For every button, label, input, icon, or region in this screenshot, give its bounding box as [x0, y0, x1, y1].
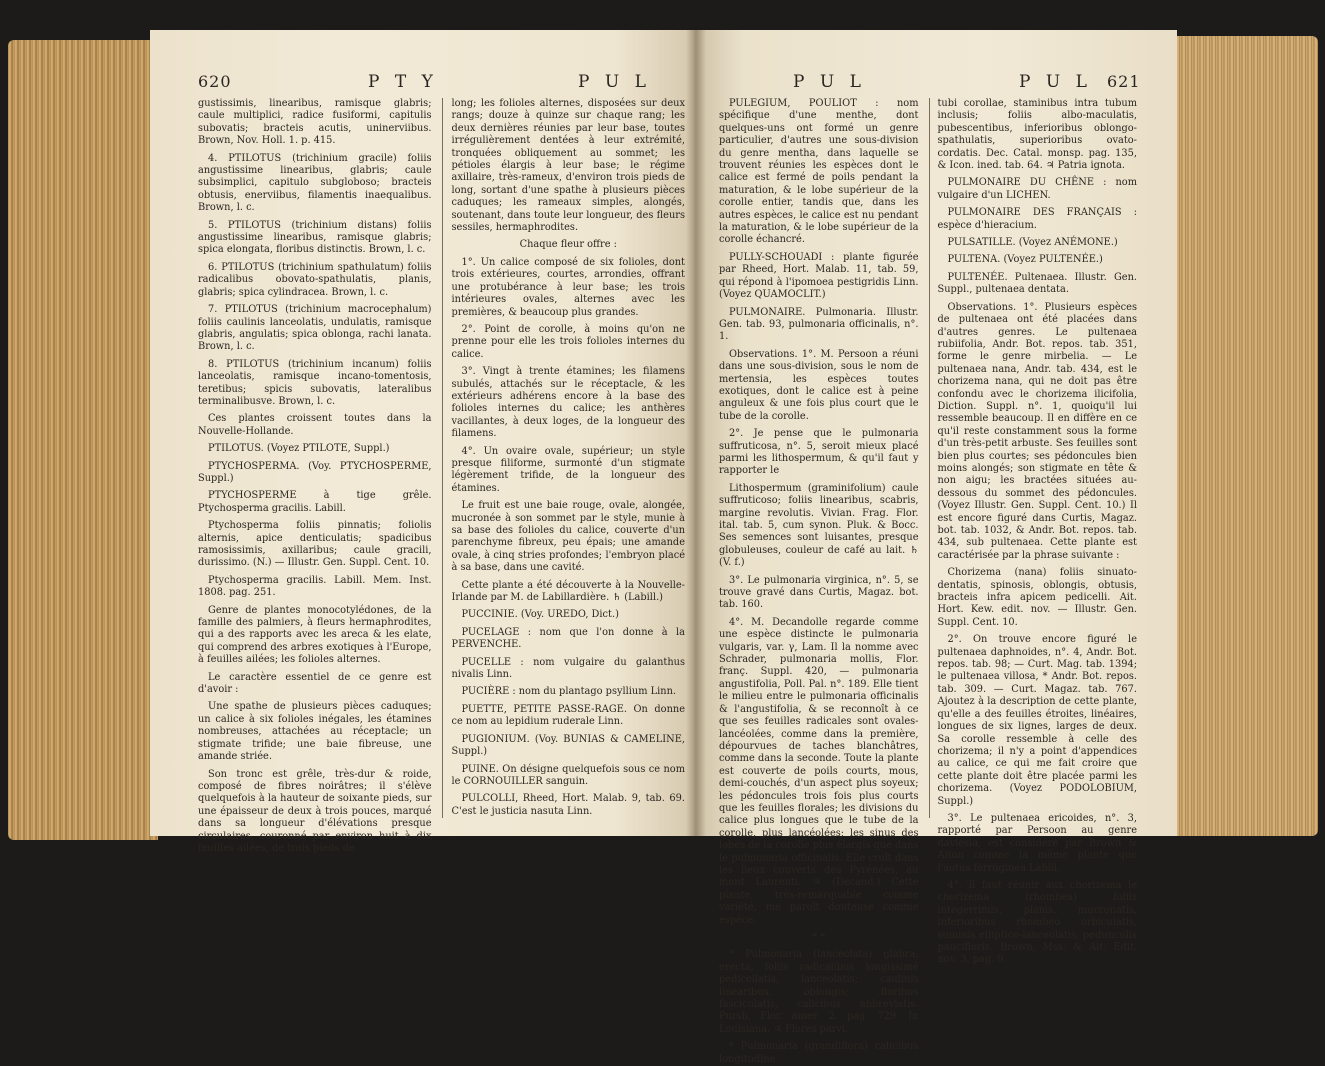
entry-heading: PULEGIUM, POULIOT : nom spécifique d'une menthe, dont quelques-uns ont formé un genre particulier, d'autres une sous-division du genre mentha, dans laquelle se trouvent réunies les espèces dont le calice est fermé de poils pendant la maturation, & le lobe supérieur de la corolle entier, tandis que, dans les autres espèces, le calice est nu pendant la maturation, & le lobe supérieur de la corolle échancré.	[719, 98, 919, 246]
right-page-column-2	[929, 98, 1138, 966]
section-divider: * *	[812, 932, 826, 943]
right-page-edges	[1168, 36, 1318, 836]
paragraph: Observations. 1°. M. Persoon a réuni dans une sous-division, sous le nom de mertensia, les espèces toutes exotiques, dont le calice est à peine anguleux & une fois plus court que le tube de la corolle.	[719, 348, 919, 422]
paragraph: Cette plante a été découverte à la Nouvelle-Irlande par M. de Labillardière. ♄ (Labill.)	[451, 579, 685, 604]
left-page	[150, 30, 695, 854]
paragraph: 3°. Vingt à trente étamines; les filamens subulés, attachés sur le réceptacle, & les extérieurs adhérens encore à la base des folioles internes du calice; les anthères vacillantes, à deux loges, de la longueur des filamens.	[451, 366, 685, 440]
running-head-right-b: P U L	[1019, 72, 1092, 92]
entry-heading: PULCOLLI, Rheed, Hort. Malab. 9, tab. 69. C'est le justicia nasuta Linn.	[451, 793, 685, 817]
entry-heading: PUCCINIE. (Voy. UREDO, Dict.)	[461, 609, 619, 621]
paragraph: Le fruit est une baie rouge, ovale, alongée, mucronée à son sommet par le style, munie à sa base des folioles du calice, couverte d'un parenchyme fibreux, peu épais; une amande ovale, à cinq stries profondes; l'embryon placé à sa base, dans une cavité.	[451, 500, 685, 574]
page-number-right: 621	[1107, 72, 1141, 91]
paragraph: Une spathe de plusieurs pièces caduques; un calice à six folioles inégales, les étamines nombreuses, attachées au réceptacle; un stigmate trifide; une baie fibreuse, une amande striée.	[198, 701, 432, 763]
entry-heading: PUINE. On désigne quelquefois sous ce nom le CORNOUILLER sanguin.	[451, 763, 685, 787]
paragraph: Son tronc est grêle, très-dur & roide, composé de fibres noirâtres; il s'élève quelquefois à la hauteur de soixante pieds, sur une épaisseur de deux à trois pouces, marqué dans sa longueur d'élévations presque circulaires, couronné par environ huit à dix feuilles ailées, de trois pieds de	[198, 768, 432, 854]
paragraph: 6. PTILOTUS (trichinium spathulatum) foliis radicalibus obovato-spathulatis, planis, glabris; spica cylindracea. Brown, l. c.	[198, 261, 432, 298]
entry-heading: PUGIONIUM. (Voy. BUNIAS & CAMELINE, Suppl.)	[451, 733, 685, 758]
paragraph: Chaque fleur offre :	[519, 239, 617, 251]
left-page-header	[198, 72, 685, 98]
paragraph: 3°. Le pultenaea ericoides, n°. 3, rapporté par Persoon au genre daviesia, est considéré par Brown & Aiton comme la même plante que l'aotus ferruginea Labill.	[937, 812, 1137, 874]
paragraph: Ces plantes croissent toutes dans la Nouvelle-Hollande.	[198, 413, 432, 437]
running-head-right-a: P U L	[793, 72, 866, 92]
paragraph: Ptychosperma gracilis. Labill. Mem. Inst. 1808. pag. 251.	[198, 574, 432, 599]
paragraph: 4°. Un ovaire ovale, supérieur; un style presque filiforme, surmonté d'un stigmate légèrement trifide, de la longueur des étamines.	[451, 445, 685, 494]
paragraph: Chorizema (nana) foliis sinuato-dentatis, spinosis, oblongis, obtusis, bracteis infra apicem pedicelli. Ait. Hort. Kew. edit. nov. — Illustr. Gen. Suppl. Cent. 10.	[937, 567, 1137, 628]
running-head-left-b: P U L	[578, 72, 651, 92]
paragraph: 2°. Point de corolle, à moins qu'on ne prenne pour elle les trois folioles internes du calice.	[451, 323, 685, 360]
paragraph: long; les folioles alternes, disposées sur deux rangs; douze à quinze sur chaque rang; les deux dernières réunies par leur base, toutes irrégulièrement dentées à leur extrémité, tronquées obliquement au sommet; les pétioles élargis à leur base; le régime axillaire, très-rameux, d'environ trois pieds de long, sortant d'une spathe à plusieurs pièces caduques; les rameaux simples, alongés, soutenant, dans toute leur longueur, des fleurs sessiles, hermaphrodites.	[451, 98, 685, 234]
paragraph: Observations. 1°. Plusieurs espèces de pultenaea ont été placées dans d'autres genres. Le pultenaea rubiifolia, Andr. Bot. repos. tab. 351, forme le genre mirbelia. — Le pultenaea nana, Andr. tab. 434, est le chorizema nana, qui ne doit pas être confondu avec le chorizema ilicifolia, Diction. Suppl. n°. 1, quoiqu'il lui ressemble beaucoup. Il en diffère en ce qu'il reste constamment sous la forme d'un très-petit arbuste. Ses feuilles sont bien plus courtes; ses pédoncules bien moins alongés; son stigmate en tête & non aigu; les bractées situées au-dessous du sommet des pédoncules. (Voyez Illustr. Gen. Suppl. Cent. 10.) Il est encore figuré dans Curtis, Magaz. bot. tab. 1032, & Andr. Bot. repos. tab. 434, sub pultenaea. Cette plante est caractérisée par la phrase suivante :	[937, 301, 1137, 561]
entry-heading: PULSATILLE. (Voyez ANÉMONE.)	[947, 237, 1118, 249]
paragraph: 4°. M. Decandolle regarde comme une espèce distincte le pulmonaria vulgaris, var. γ, Lam. Il la nomme avec Schrader, pulmonaria mollis, Flor. franç. Suppl. 420, — pulmonaria angustifolia, Poll. Pal. n°. 189. Elle tient le milieu entre le pulmonaria officinalis & l'angustifolia, & se reconnoît à ce que ses feuilles radicales sont ovales-lancéolées, comme dans la première, dépourvues de taches blanchâtres, comme dans la seconde. Toute la plante est couverte de poils courts, mous, demi-couchés, d'un aspect plus soyeux; les pédoncules trois fois plus courts que les feuilles florales; les divisions du calice plus longues que le tube de la corolle, plus lancéolées; les sinus des lobes de la corolle plus élargis que dans le pulmonaria officinalis. Elle croît dans les lieux couverts des Pyrénées, au mont Laurenti. ♃ (Decand.) Cette plante, très-remarquable comme variété, me paroît douteuse comme espèce.	[719, 616, 919, 926]
paragraph: 1°. Un calice composé de six folioles, dont trois extérieures, courtes, arrondies, offrant une protubérance à leur base; les trois intérieures ovales, alternes avec les premières, & beaucoup plus grandes.	[451, 256, 685, 318]
paragraph: * Pulmonaria (lanceolata) glabra, erecta, foliis radicalibus longissimè pedicellatis, lanceolatis; caulinis linearibus, oblongis; floribus fasciculatis, calicibus abbreviatis. Pursh, Flor. amer. 2. pag. 729. In Louisiana. ♃ Flores parvi.	[719, 949, 919, 1035]
paragraph: Lithospermum (graminifolium) caule suffruticoso; foliis linearibus, scabris, margine revolutis. Vivian. Frag. Flor. ital. tab. 5, cum synon. Pluk. & Bocc. Ses semences sont luisantes, presque globuleuses, couleur de café au lait. ♄ (V. f.)	[719, 482, 919, 569]
entry-heading: PUETTE, PETITE PASSE-RAGE. On donne ce nom au lepidium ruderale Linn.	[451, 703, 685, 728]
paragraph: gustissimis, linearibus, ramisque glabris; caule multiplici, radice fusiformi, capitulis subovatis; bracteis acutis, uninerviibus. Brown, Nov. Holl. 1. p. 415.	[198, 98, 432, 147]
entry-heading: PUCIÈRE : nom du plantago psyllium Linn.	[461, 686, 676, 698]
entry-heading: PULMONAIRE DES FRANÇAIS : espèce d'hieracium.	[937, 207, 1137, 231]
paragraph: 2°. Je pense que le pulmonaria suffruticosa, n°. 5, seroit mieux placé parmi les lithospermum, & qu'il faut y rapporter le	[719, 428, 919, 477]
running-head-left-a: P T Y	[368, 72, 438, 92]
entry-heading: PULTENA. (Voyez PULTENÉE.)	[947, 254, 1103, 266]
paragraph: Ptychosperma foliis pinnatis; foliolis alternis, apice denticulatis; spadicibus ramosissimis, axillaribus; caule gracili, durissimo. (N.) — Illustr. Gen. Suppl. Cent. 10.	[198, 520, 432, 569]
entry-heading: PTYCHOSPERMA. (Voy. PTYCHOSPERME, Suppl.)	[198, 460, 432, 484]
right-page-column-1	[719, 98, 919, 1065]
paragraph: tubi corollae, staminibus intra tubum inclusis; foliis albo-maculatis, pubescentibus, inferioribus oblongo-spathulatis, superioribus ovato-cordatis. Dec. Catal. monsp. pag. 135, & Icon. ined. tab. 64. ♃ Patria ignota.	[937, 98, 1137, 172]
left-page-column-1	[198, 98, 432, 854]
page-number-left: 620	[198, 72, 232, 91]
entry-heading: PULMONAIRE DU CHÊNE : nom vulgaire d'un LICHEN.	[937, 177, 1137, 201]
paragraph: 3°. Le pulmonaria virginica, n°. 5, se trouve gravé dans Curtis, Magaz. bot. tab. 160.	[719, 574, 919, 611]
paragraph: 7. PTILOTUS (trichinium macrocephalum) foliis caulinis lanceolatis, undulatis, ramisque glabris, angulatis; spica oblonga, rachi lanata. Brown, l. c.	[198, 304, 432, 353]
left-page-column-2	[442, 98, 686, 818]
paragraph: 4°. Il faut réunir aux chorizema le chorizema (rhombea) foliis integerrimis, planis, mucronatis, inferioribus rhombeo orbiculatis, summis elliptico-lanceolatis; pedunculis paucifloris. Brown, Mss. & Ait. Edit. nov. 3. pag. 9.	[937, 879, 1137, 966]
paragraph: Genre de plantes monocotylédones, de la famille des palmiers, à fleurs hermaphrodites, qui a des rapports avec les areca & les elate, qui comprend des arbres exotiques à l'Europe, à feuilles ailées; les folioles alternes.	[198, 604, 432, 666]
book-gutter	[686, 30, 706, 836]
entry-heading: PTILOTUS. (Voyez PTILOTE, Suppl.)	[208, 443, 390, 455]
paragraph: 2°. On trouve encore figuré le pultenaea daphnoides, n°. 4, Andr. Bot. repos. tab. 98; — Curt. Mag. tab. 1394; le pultenaea villosa, * Andr. Bot. repos. tab. 309. — Curt. Magaz. tab. 767. Ajoutez à la description de cette plante, qu'elle a des feuilles étroites, linéaires, longues de six lignes, larges de deux. Sa corolle ressemble à celle des chorizema; il n'y a point d'appendices au calice, ce qui me fait croire que cette plante doit être placée parmi les chorizema. (Voyez PODOLOBIUM, Suppl.)	[937, 634, 1137, 807]
paragraph: 8. PTILOTUS (trichinium incanum) foliis lanceolatis, ramisque incano-tomentosis, teretibus; spicis subovatis, lateralibus terminalibusve. Brown, l. c.	[198, 358, 432, 407]
paragraph: 5. PTILOTUS (trichinium distans) foliis angustissime linearibus, ramisque glabris; spica elongata, floribus distinctis. Brown, l. c.	[198, 219, 432, 256]
entry-heading: PUCELAGE : nom que l'on donne à la PERVENCHE.	[451, 626, 685, 651]
left-page-edges	[8, 40, 158, 840]
paragraph: 4. PTILOTUS (trichinium gracile) foliis angustissime linearibus, glabris; caule subsimplici, capitulo subgloboso; bracteis obtusis, enerviibus, filamentis inaequalibus. Brown, l. c.	[198, 152, 432, 214]
entry-heading: PTYCHOSPERME à tige grêle. Ptychosperma gracilis. Labill.	[198, 490, 432, 514]
entry-heading: PUCELLE : nom vulgaire du galanthus nivalis Linn.	[451, 656, 685, 681]
entry-heading: PULMONAIRE. Pulmonaria. Illustr. Gen. tab. 93, pulmonaria officinalis, n°. 1.	[719, 306, 919, 343]
right-page-header	[719, 72, 1141, 98]
paragraph: * Pulmonaria (grandiflora) calicibus longitudine	[719, 1041, 919, 1065]
entry-heading: PULLY-SCHOUADI : plante figurée par Rheed, Hort. Malab. 11, tab. 59, qui répond à l'ipomoea pestigridis Linn. (Voyez QUAMOCLIT.)	[719, 251, 919, 301]
right-page	[695, 30, 1177, 1065]
entry-heading: PULTENÉE. Pultenaea. Illustr. Gen. Suppl., pultenaea dentata.	[937, 271, 1137, 296]
paragraph: Le caractère essentiel de ce genre est d'avoir :	[198, 671, 432, 696]
